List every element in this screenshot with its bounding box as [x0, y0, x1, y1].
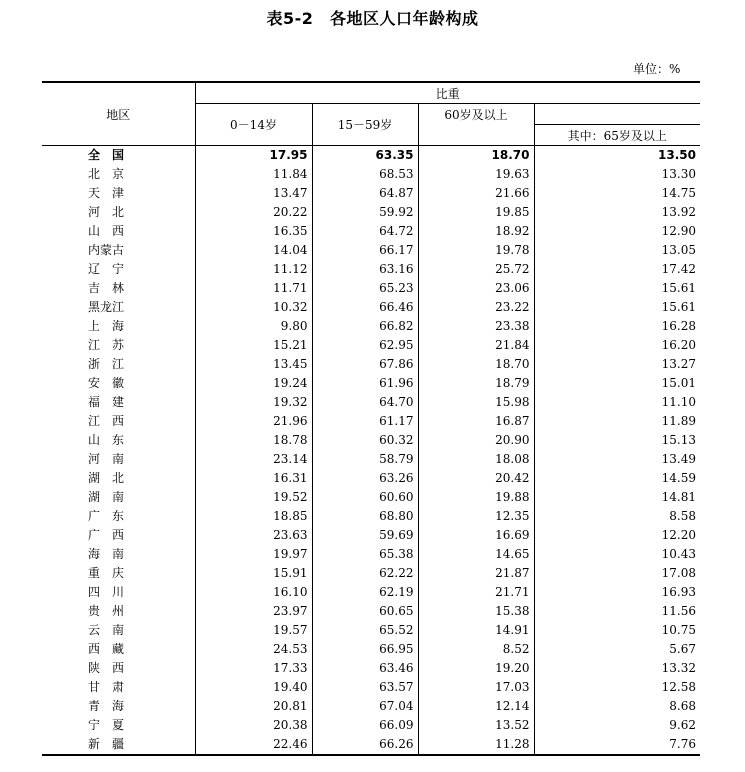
- value-age-60-plus: 21.71: [418, 583, 534, 602]
- value-age-0-14: 22.46: [195, 735, 312, 755]
- value-age-0-14: 19.32: [195, 393, 312, 412]
- value-age-0-14: 11.12: [195, 260, 312, 279]
- region-name: 河 南: [42, 450, 195, 469]
- value-age-0-14: 24.53: [195, 640, 312, 659]
- value-age-0-14: 15.91: [195, 564, 312, 583]
- region-name: 北 京: [42, 165, 195, 184]
- value-age-65-plus: 8.58: [669, 509, 697, 523]
- value-age-15-59: 58.79: [312, 450, 418, 469]
- region-name: 宁 夏: [42, 716, 195, 735]
- region-name: 青 海: [42, 697, 195, 716]
- value-age-60-plus: 12.35: [418, 507, 534, 526]
- value-age-0-14: 19.57: [195, 621, 312, 640]
- value-age-65-plus: 13.05: [661, 243, 697, 257]
- value-age-60-plus: 21.66: [418, 184, 534, 203]
- value-age-60-plus: 19.78: [418, 241, 534, 260]
- value-age-65-plus: 12.20: [661, 528, 697, 542]
- table-row: [42, 374, 700, 393]
- header-region: 地区: [42, 82, 195, 146]
- value-age-60-plus: 16.69: [418, 526, 534, 545]
- value-age-15-59: 62.95: [312, 336, 418, 355]
- value-age-60-plus: 19.88: [418, 488, 534, 507]
- table-row: [42, 165, 700, 184]
- table-row: [42, 355, 700, 374]
- region-name: 甘 肃: [42, 678, 195, 697]
- value-age-65-plus: 11.56: [661, 604, 697, 618]
- region-name: 全 国: [42, 146, 195, 166]
- table-row: [42, 716, 700, 735]
- region-name: 河 北: [42, 203, 195, 222]
- region-name: 湖 北: [42, 469, 195, 488]
- value-age-60-plus: 20.42: [418, 469, 534, 488]
- value-age-60-plus: 18.79: [418, 374, 534, 393]
- value-age-0-14: 11.71: [195, 279, 312, 298]
- table-row: [42, 260, 700, 279]
- table-row: [42, 431, 700, 450]
- value-age-0-14: 23.97: [195, 602, 312, 621]
- value-age-60-plus: 23.38: [418, 317, 534, 336]
- value-age-0-14: 19.97: [195, 545, 312, 564]
- region-name: 四 川: [42, 583, 195, 602]
- value-age-65-plus: 8.68: [669, 699, 697, 713]
- value-age-0-14: 16.31: [195, 469, 312, 488]
- value-age-60-plus: 19.63: [418, 165, 534, 184]
- value-age-15-59: 62.22: [312, 564, 418, 583]
- table-row: [42, 564, 700, 583]
- value-age-0-14: 15.21: [195, 336, 312, 355]
- value-age-0-14: 11.84: [195, 165, 312, 184]
- value-age-60-plus: 17.03: [418, 678, 534, 697]
- value-age-60-plus: 21.87: [418, 564, 534, 583]
- value-age-0-14: 23.14: [195, 450, 312, 469]
- table-row: [42, 336, 700, 355]
- unit-label: 单位：%: [633, 62, 681, 76]
- table-row: [42, 507, 700, 526]
- value-age-15-59: 65.52: [312, 621, 418, 640]
- value-age-0-14: 18.85: [195, 507, 312, 526]
- value-age-15-59: 62.19: [312, 583, 418, 602]
- region-name: 山 西: [42, 222, 195, 241]
- page-title: 表5-2 各地区人口年龄构成: [266, 9, 479, 28]
- value-age-15-59: 63.26: [312, 469, 418, 488]
- value-age-65-plus: 11.89: [661, 414, 697, 428]
- value-age-15-59: 66.26: [312, 735, 418, 755]
- value-age-0-14: 16.35: [195, 222, 312, 241]
- region-name: 重 庆: [42, 564, 195, 583]
- table-row: [42, 697, 700, 716]
- region-name: 上 海: [42, 317, 195, 336]
- value-age-60-plus: 11.28: [418, 735, 534, 755]
- table-row: [42, 735, 700, 755]
- value-age-60-plus: 8.52: [418, 640, 534, 659]
- value-age-60-plus: 20.90: [418, 431, 534, 450]
- value-age-15-59: 68.53: [312, 165, 418, 184]
- table-row: [42, 526, 700, 545]
- value-age-15-59: 59.69: [312, 526, 418, 545]
- value-age-15-59: 65.23: [312, 279, 418, 298]
- value-age-0-14: 17.95: [195, 146, 312, 166]
- value-age-65-plus: 12.58: [661, 680, 697, 694]
- value-age-65-plus: 13.49: [661, 452, 697, 466]
- value-age-0-14: 13.47: [195, 184, 312, 203]
- value-age-65-plus: 16.20: [661, 338, 697, 352]
- table-row: [42, 602, 700, 621]
- table-row: [42, 393, 700, 412]
- value-age-0-14: 13.45: [195, 355, 312, 374]
- table-row: [42, 184, 700, 203]
- value-age-60-plus: 19.20: [418, 659, 534, 678]
- region-name: 西 藏: [42, 640, 195, 659]
- value-age-60-plus: 14.65: [418, 545, 534, 564]
- value-age-15-59: 63.16: [312, 260, 418, 279]
- value-age-60-plus: 16.87: [418, 412, 534, 431]
- value-age-0-14: 20.22: [195, 203, 312, 222]
- table-row: [42, 469, 700, 488]
- value-age-60-plus: 21.84: [418, 336, 534, 355]
- value-age-15-59: 61.17: [312, 412, 418, 431]
- value-age-0-14: 19.24: [195, 374, 312, 393]
- value-age-15-59: 68.80: [312, 507, 418, 526]
- header-age-15-59: 15－59岁: [312, 104, 418, 146]
- value-age-65-plus: 15.61: [661, 281, 697, 295]
- value-age-15-59: 67.86: [312, 355, 418, 374]
- table-row: [42, 621, 700, 640]
- value-age-60-plus: 23.22: [418, 298, 534, 317]
- value-age-65-plus: 10.75: [661, 623, 697, 637]
- value-age-15-59: 61.96: [312, 374, 418, 393]
- value-age-60-plus: 18.92: [418, 222, 534, 241]
- value-age-65-plus: 13.27: [661, 357, 697, 371]
- value-age-60-plus: 18.08: [418, 450, 534, 469]
- value-age-60-plus: 19.85: [418, 203, 534, 222]
- value-age-65-plus: 13.92: [661, 205, 697, 219]
- value-age-15-59: 59.92: [312, 203, 418, 222]
- value-age-60-plus: 15.38: [418, 602, 534, 621]
- value-age-65-plus: 14.59: [661, 471, 697, 485]
- value-age-0-14: 14.04: [195, 241, 312, 260]
- region-name: 辽 宁: [42, 260, 195, 279]
- value-age-15-59: 64.87: [312, 184, 418, 203]
- region-name: 浙 江: [42, 355, 195, 374]
- table-row: [42, 412, 700, 431]
- table-row: [42, 659, 700, 678]
- header-age-60-plus: 60岁及以上: [418, 104, 534, 125]
- region-name: 天 津: [42, 184, 195, 203]
- value-age-15-59: 63.46: [312, 659, 418, 678]
- value-age-65-plus: 17.42: [661, 262, 697, 276]
- value-age-65-plus: 11.10: [661, 395, 697, 409]
- region-name: 陕 西: [42, 659, 195, 678]
- table-row: [42, 640, 700, 659]
- value-age-0-14: 18.78: [195, 431, 312, 450]
- value-age-60-plus: 25.72: [418, 260, 534, 279]
- region-name: 内蒙古: [42, 241, 195, 260]
- value-age-65-plus: 13.50: [658, 148, 697, 162]
- table-row: [42, 317, 700, 336]
- value-age-65-plus: 14.75: [661, 186, 697, 200]
- value-age-15-59: 66.09: [312, 716, 418, 735]
- region-name: 广 东: [42, 507, 195, 526]
- header-share: 比重: [195, 82, 700, 104]
- value-age-60-plus: 18.70: [418, 146, 534, 166]
- value-age-0-14: 19.40: [195, 678, 312, 697]
- header-age-0-14: 0－14岁: [195, 104, 312, 146]
- value-age-15-59: 60.65: [312, 602, 418, 621]
- table-row-national: [42, 146, 700, 166]
- value-age-15-59: 64.72: [312, 222, 418, 241]
- region-name: 新 疆: [42, 735, 195, 755]
- table-row: [42, 298, 700, 317]
- value-age-15-59: 63.35: [312, 146, 418, 166]
- value-age-0-14: 16.10: [195, 583, 312, 602]
- value-age-65-plus: 16.93: [661, 585, 697, 599]
- value-age-65-plus: 15.01: [661, 376, 697, 390]
- region-name: 云 南: [42, 621, 195, 640]
- table-row: [42, 545, 700, 564]
- region-name: 广 西: [42, 526, 195, 545]
- value-age-15-59: 66.95: [312, 640, 418, 659]
- region-name: 黑龙江: [42, 298, 195, 317]
- value-age-0-14: 10.32: [195, 298, 312, 317]
- header-age-65-plus: 其中：65岁及以上: [534, 125, 700, 146]
- value-age-65-plus: 16.28: [661, 319, 697, 333]
- value-age-60-plus: 15.98: [418, 393, 534, 412]
- age-structure-table: [42, 81, 700, 756]
- value-age-65-plus: 15.13: [661, 433, 697, 447]
- value-age-65-plus: 5.67: [669, 642, 697, 656]
- value-age-65-plus: 17.08: [661, 566, 697, 580]
- region-name: 福 建: [42, 393, 195, 412]
- value-age-60-plus: 12.14: [418, 697, 534, 716]
- value-age-60-plus: 14.91: [418, 621, 534, 640]
- region-name: 吉 林: [42, 279, 195, 298]
- table-row: [42, 222, 700, 241]
- table-row: [42, 450, 700, 469]
- value-age-65-plus: 12.90: [661, 224, 697, 238]
- table-row: [42, 583, 700, 602]
- value-age-0-14: 17.33: [195, 659, 312, 678]
- table-row: [42, 279, 700, 298]
- value-age-65-plus: 10.43: [661, 547, 697, 561]
- value-age-65-plus: 13.32: [661, 661, 697, 675]
- region-name: 江 西: [42, 412, 195, 431]
- value-age-0-14: 23.63: [195, 526, 312, 545]
- value-age-60-plus: 23.06: [418, 279, 534, 298]
- value-age-0-14: 20.38: [195, 716, 312, 735]
- value-age-15-59: 66.17: [312, 241, 418, 260]
- value-age-65-plus: 7.76: [534, 735, 700, 755]
- value-age-15-59: 67.04: [312, 697, 418, 716]
- value-age-65-plus: 14.81: [661, 490, 697, 504]
- region-name: 湖 南: [42, 488, 195, 507]
- region-name: 贵 州: [42, 602, 195, 621]
- region-name: 山 东: [42, 431, 195, 450]
- table-body: [42, 146, 700, 756]
- value-age-15-59: 64.70: [312, 393, 418, 412]
- table-row: [42, 203, 700, 222]
- value-age-15-59: 65.38: [312, 545, 418, 564]
- table-row: [42, 241, 700, 260]
- region-name: 海 南: [42, 545, 195, 564]
- table-row: [42, 678, 700, 697]
- value-age-15-59: 60.32: [312, 431, 418, 450]
- value-age-0-14: 19.52: [195, 488, 312, 507]
- table-row: [42, 488, 700, 507]
- value-age-60-plus: 18.70: [418, 355, 534, 374]
- value-age-60-plus: 13.52: [418, 716, 534, 735]
- value-age-0-14: 20.81: [195, 697, 312, 716]
- value-age-0-14: 9.80: [195, 317, 312, 336]
- region-name: 安 徽: [42, 374, 195, 393]
- value-age-65-plus: 9.62: [669, 718, 697, 732]
- value-age-0-14: 21.96: [195, 412, 312, 431]
- value-age-65-plus: 13.30: [661, 167, 697, 181]
- value-age-65-plus: 15.61: [661, 300, 697, 314]
- value-age-15-59: 63.57: [312, 678, 418, 697]
- value-age-15-59: 66.46: [312, 298, 418, 317]
- region-name: 江 苏: [42, 336, 195, 355]
- value-age-15-59: 66.82: [312, 317, 418, 336]
- value-age-15-59: 60.60: [312, 488, 418, 507]
